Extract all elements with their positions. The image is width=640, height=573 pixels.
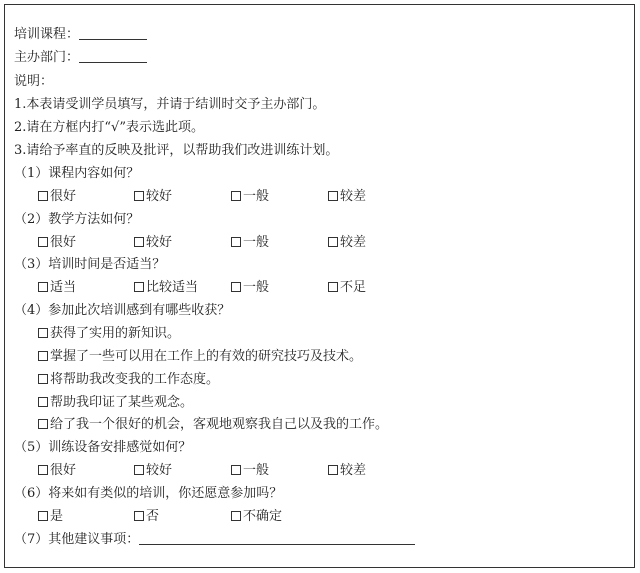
course-blank[interactable] (79, 27, 147, 40)
question-4: （4）参加此次培训感到有哪些收获？ (14, 303, 231, 318)
dept-label: 主办部门： (14, 50, 80, 65)
checkbox[interactable] (231, 511, 241, 521)
question-7 (14, 532, 415, 548)
option-label: 适当 (50, 280, 77, 295)
dept-blank[interactable] (79, 50, 147, 63)
notes-title: 说明： (14, 74, 54, 89)
option-label: 帮助我印证了某些观念。 (50, 395, 194, 410)
q2-option-3[interactable] (231, 235, 269, 251)
suggestions-blank[interactable] (139, 532, 415, 545)
q2-option-1[interactable] (38, 235, 76, 251)
checkbox[interactable] (38, 191, 48, 201)
option-label: 较差 (340, 189, 367, 204)
q5-option-1[interactable] (38, 463, 76, 479)
course-field (14, 27, 147, 43)
option-label: 较好 (146, 235, 173, 250)
q3-option-2[interactable] (134, 280, 198, 296)
q4-option-2[interactable] (38, 349, 362, 365)
question-1-options (38, 189, 598, 205)
option-label: 较差 (340, 235, 367, 250)
option-label: 是 (50, 509, 64, 524)
q1-option-3[interactable] (231, 189, 269, 205)
q5-option-3[interactable] (231, 463, 269, 479)
checkbox[interactable] (134, 465, 144, 475)
checkbox[interactable] (328, 282, 338, 292)
checkbox[interactable] (134, 511, 144, 521)
q1-option-1[interactable] (38, 189, 76, 205)
checkbox[interactable] (38, 419, 48, 429)
q1-option-2[interactable] (134, 189, 172, 205)
option-label: 较好 (146, 189, 173, 204)
question-5: （5）训练设备安排感觉如何？ (14, 440, 192, 455)
q5-option-2[interactable] (134, 463, 172, 479)
question-3: （3）培训时间是否适当？ (14, 257, 166, 272)
q4-option-5[interactable] (38, 417, 388, 433)
q6-option-1[interactable] (38, 509, 63, 525)
note-3: 3.请给予率直的反映及批评，以帮助我们改进训练计划。 (14, 143, 339, 158)
option-label: 一般 (243, 280, 270, 295)
checkbox[interactable] (38, 328, 48, 338)
q3-option-1[interactable] (38, 280, 76, 296)
checkbox[interactable] (231, 465, 241, 475)
checkbox[interactable] (38, 397, 48, 407)
question-2: （2）教学方法如何？ (14, 212, 140, 227)
q2-option-4[interactable] (328, 235, 366, 251)
option-label: 将帮助我改变我的工作态度。 (50, 372, 220, 387)
question-5-options (38, 463, 598, 479)
checkbox[interactable] (38, 374, 48, 384)
option-label: 一般 (243, 189, 270, 204)
question-2-options (38, 235, 598, 251)
checkbox[interactable] (38, 465, 48, 475)
question-6: （6）将来如有类似的培训，你还愿意参加吗？ (14, 486, 283, 501)
checkbox[interactable] (38, 237, 48, 247)
checkbox[interactable] (38, 511, 48, 521)
option-label: 获得了实用的新知识。 (50, 326, 181, 341)
checkbox[interactable] (134, 191, 144, 201)
option-label: 不确定 (243, 509, 283, 524)
course-label: 培训课程： (14, 27, 80, 42)
dept-field (14, 50, 147, 66)
checkbox[interactable] (231, 191, 241, 201)
option-label: 一般 (243, 463, 270, 478)
note-1: 1.本表请受训学员填写，并请于结训时交予主办部门。 (14, 97, 326, 112)
checkbox[interactable] (328, 237, 338, 247)
checkbox[interactable] (328, 191, 338, 201)
q4-option-4[interactable] (38, 395, 193, 411)
checkbox[interactable] (231, 282, 241, 292)
checkbox[interactable] (231, 237, 241, 247)
option-label: 很好 (50, 463, 77, 478)
question-3-options (38, 280, 598, 296)
q3-option-3[interactable] (231, 280, 269, 296)
checkbox[interactable] (134, 237, 144, 247)
q1-option-4[interactable] (328, 189, 366, 205)
option-label: 一般 (243, 235, 270, 250)
option-label: 给了我一个很好的机会，客观地观察我自己以及我的工作。 (50, 417, 389, 432)
q6-option-2[interactable] (134, 509, 159, 525)
q4-option-1[interactable] (38, 326, 180, 342)
question-7-label: （7）其他建议事项： (14, 532, 140, 547)
q4-option-3[interactable] (38, 372, 219, 388)
option-label: 很好 (50, 189, 77, 204)
option-label: 不足 (340, 280, 367, 295)
option-label: 比较适当 (146, 280, 199, 295)
note-2: 2.请在方框内打“√”表示选此项。 (14, 120, 204, 135)
q6-option-3[interactable] (231, 509, 282, 525)
checkbox[interactable] (134, 282, 144, 292)
option-label: 较好 (146, 463, 173, 478)
checkbox[interactable] (38, 351, 48, 361)
q2-option-2[interactable] (134, 235, 172, 251)
option-label: 较差 (340, 463, 367, 478)
checkbox[interactable] (38, 282, 48, 292)
option-label: 掌握了一些可以用在工作上的有效的研究技巧及技术。 (50, 349, 363, 364)
checkbox[interactable] (328, 465, 338, 475)
q3-option-4[interactable] (328, 280, 366, 296)
option-label: 很好 (50, 235, 77, 250)
question-6-options (38, 509, 598, 525)
option-label: 否 (146, 509, 160, 524)
q5-option-4[interactable] (328, 463, 366, 479)
question-1: （1）课程内容如何？ (14, 166, 140, 181)
